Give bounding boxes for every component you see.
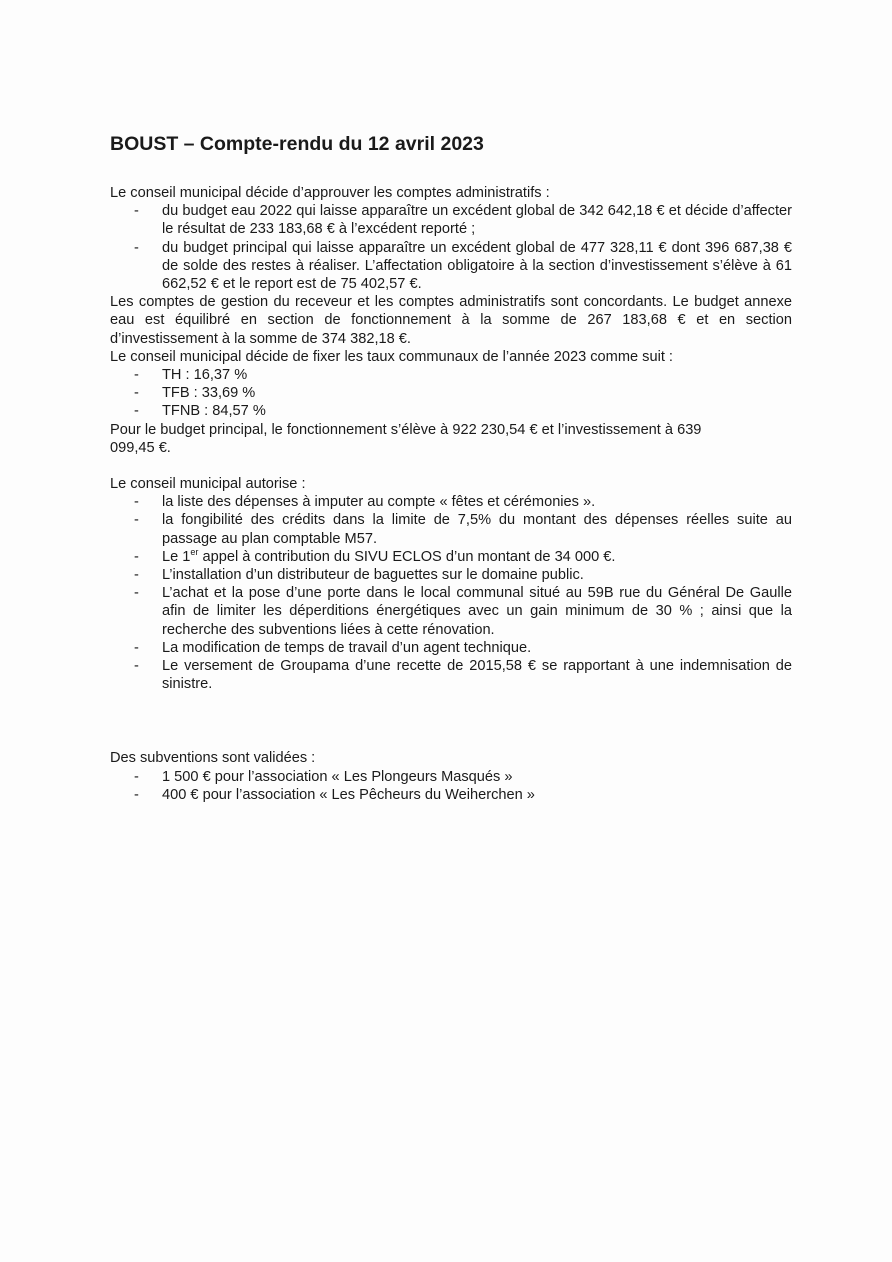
taux-intro: Le conseil municipal décide de fixer les taux communaux de l’année 2023 comme suit :	[110, 348, 673, 365]
list-item: - TH : 16,37 %	[162, 366, 792, 384]
document-content	[110, 132, 792, 804]
list-item: - la fongibilité des crédits dans la limite de 7,5% du montant des dépenses réelles suite au passage au plan comptable M57.	[162, 511, 792, 547]
list-item: - La modification de temps de travail d’un agent technique.	[162, 639, 792, 657]
appel-prefix: Le 1	[162, 548, 191, 565]
comptes-intro: Le conseil municipal décide d’approuver les comptes administratifs :	[110, 185, 550, 201]
list-item: - TFB : 33,69 %	[162, 384, 792, 402]
taux-list	[110, 366, 792, 421]
concordance-paragraph: Les comptes de gestion du receveur et les comptes administratifs sont concordants. Le budget annexe eau est équilibré en section de fonctionnement à la somme de 267 183,68 € et en section d’investissement à la somme de 374 382,18 €.	[110, 294, 792, 347]
appel-superscript: er	[190, 547, 199, 557]
appel-suffix: appel à contribution du SIVU ECLOS d’un montant de 34 000 €.	[198, 548, 616, 565]
list-item: - TFNB : 84,57 %	[162, 402, 792, 420]
list-item: - la liste des dépenses à imputer au compte « fêtes et cérémonies ».	[162, 493, 792, 511]
document-title: BOUST – Compte-rendu du 12 avril 2023	[110, 133, 484, 155]
subventions-intro: Des subventions sont validées :	[110, 750, 316, 767]
budget-paragraph: Pour le budget principal, le fonctionnement s’élève à 922 230,54 € et l’investissement à 639 099,45 €.	[110, 421, 702, 456]
list-item: - Le versement de Groupama d’une recette de 2015,58 € se rapportant à une indemnisation de sinistre.	[162, 657, 792, 693]
subventions-list	[110, 768, 792, 804]
list-item: - L’installation d’un distributeur de baguettes sur le domaine public.	[162, 566, 792, 584]
comptes-list	[110, 202, 792, 293]
autorise-list	[110, 493, 792, 693]
list-item-appel	[162, 548, 792, 566]
autorise-intro: Le conseil municipal autorise :	[110, 476, 306, 493]
list-item: - du budget principal qui laisse apparaître un excédent global de 477 328,11 € dont 396 687,38 € de solde des restes à réaliser. L’affectation obligatoire à la section d’investissement s’élève à 61 662,52 € et le report est de 75 402,57 €.	[162, 239, 792, 294]
list-item: - 1 500 € pour l’association « Les Plongeurs Masqués »	[162, 768, 792, 786]
list-item: - du budget eau 2022 qui laisse apparaître un excédent global de 342 642,18 € et décide d’affecter le résultat de 233 183,68 € à l’excédent reporté ;	[162, 202, 792, 238]
list-item: - L’achat et la pose d’une porte dans le local communal situé au 59B rue du Général De Gaulle afin de limiter les déperditions énergétiques avec un gain minimum de 30 % ; ainsi que la recherche des subventions liées à cette rénovation.	[162, 584, 792, 639]
list-item: - 400 € pour l’association « Les Pêcheurs du Weiherchen »	[162, 786, 792, 804]
